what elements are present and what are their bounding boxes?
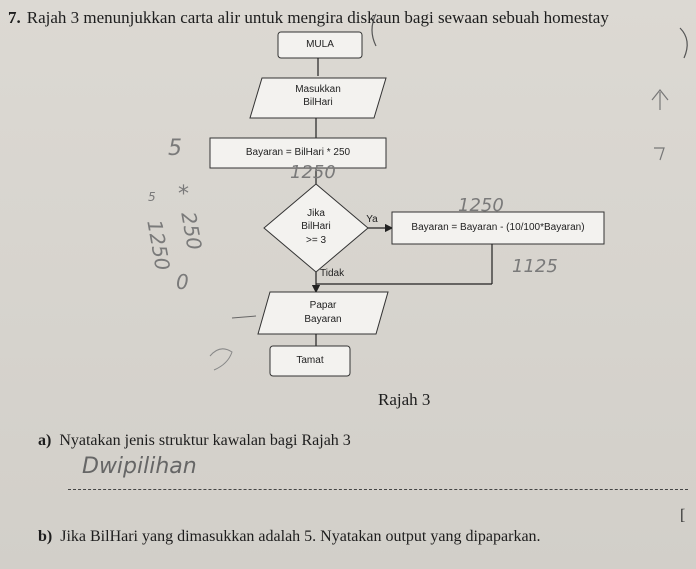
answer-line (68, 489, 688, 490)
yes-label: Ya (366, 214, 378, 225)
pencil-note-1250-a: 1250 (290, 162, 336, 183)
part-b-label: b) (38, 528, 53, 545)
pencil-note-1125: 1125 (512, 256, 558, 277)
part-b-question (38, 528, 541, 546)
input-label-line1: Masukkan (295, 84, 341, 95)
part-a-label: a) (38, 432, 52, 449)
pencil-note-1250: 1250 (142, 218, 175, 273)
pencil-mark (232, 316, 256, 318)
question-text: Rajah 3 menunjukkan carta alir untuk mengira diskaun bagi sewaan sebuah homestay (26, 8, 609, 27)
process-2-label: Bayaran = Bayaran - (10/100*Bayaran) (411, 222, 585, 233)
decision-label-line2: BilHari (301, 221, 331, 232)
pencil-arrow-mark (652, 90, 668, 110)
no-label: Tidak (320, 268, 345, 279)
input-label-line2: BilHari (303, 97, 333, 108)
decision-label-line3: >= 3 (305, 235, 327, 246)
output-label-line2: Bayaran (304, 314, 342, 325)
pencil-mark (654, 148, 664, 160)
part-a-question (38, 432, 351, 450)
part-a-handwritten-answer: Dwipilihan (82, 454, 197, 479)
mark-bracket: [ (680, 507, 686, 524)
process-1-label: Bayaran = BilHari * 250 (245, 147, 351, 158)
part-a-text: Nyatakan jenis struktur kawalan bagi Rajah 3 (59, 432, 351, 449)
pencil-note-star: * (178, 182, 189, 207)
output-label-line1: Papar (309, 300, 337, 311)
pencil-note-5b: 5 (148, 190, 156, 204)
start-label: MULA (306, 39, 334, 50)
pencil-note-250: 250 (176, 210, 207, 252)
decision-label-line1: Jika (307, 208, 325, 219)
pencil-mark (210, 349, 232, 370)
end-label: Tamat (296, 355, 324, 366)
pencil-mark (372, 14, 376, 46)
pencil-note-5: 5 (168, 136, 182, 161)
question-number: 7. (8, 8, 21, 27)
pencil-note-0: 0 (176, 270, 189, 294)
part-b-text: Jika BilHari yang dimasukkan adalah 5. Nyatakan output yang dipaparkan. (60, 528, 541, 545)
figure-caption: Rajah 3 (378, 390, 431, 409)
output-parallelogram (258, 292, 388, 334)
pencil-mark (680, 28, 687, 58)
pencil-note-1250-b: 1250 (458, 195, 504, 216)
